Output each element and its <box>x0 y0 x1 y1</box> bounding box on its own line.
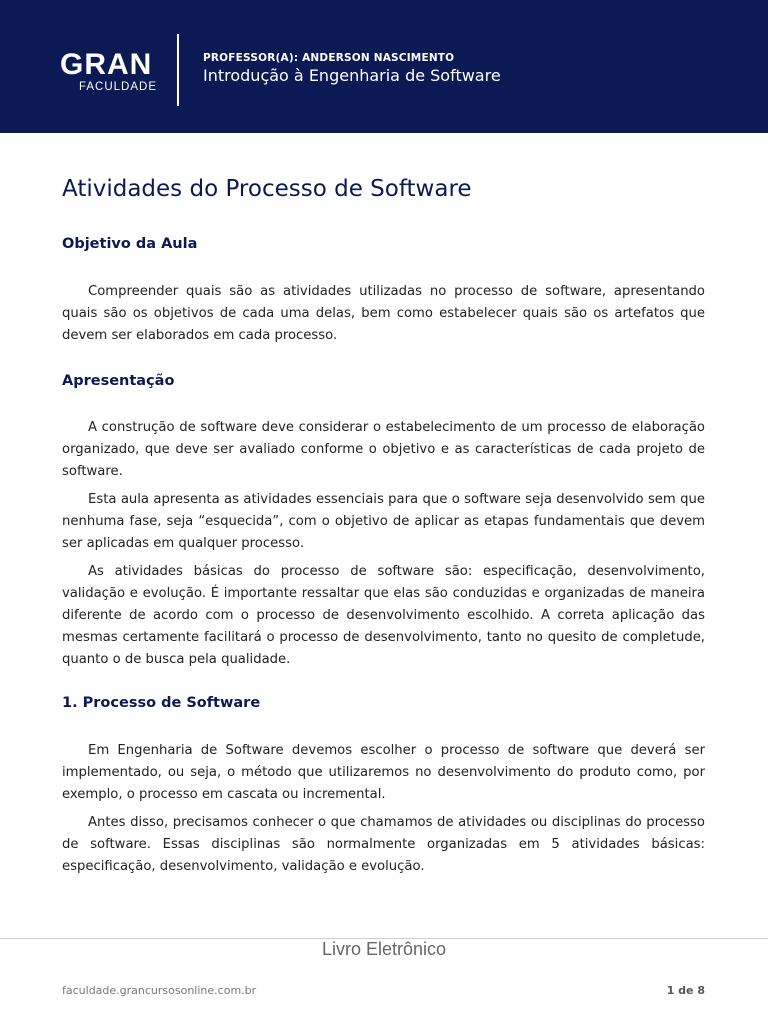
paragraph: Esta aula apresenta as atividades essenciais para que o software seja desenvolvido sem que nenhuma fase, seja “esquecida”, com o objetivo de aplicar as etapas fundamentais que devem ser aplicadas em qualquer processo. <box>62 492 705 551</box>
page-title: Atividades do Processo de Software <box>62 176 472 202</box>
header-divider <box>177 34 179 106</box>
logo-wordmark: GRAN <box>60 48 153 81</box>
professor-name: PROFESSOR(A): ANDERSON NASCIMENTO <box>203 52 455 64</box>
document-header <box>0 0 768 133</box>
course-title: Introdução à Engenharia de Software <box>203 66 501 85</box>
section-heading-objetivo: Objetivo da Aula <box>62 236 198 252</box>
footer-url: faculdade.grancursosonline.com.br <box>62 984 257 997</box>
paragraph: Em Engenharia de Software devemos escolher o processo de software que deverá ser implementado, ou seja, o método que utilizaremos no desenvolvimento do produto como, por exemplo, o processo em cascata ou incremental. <box>62 743 705 802</box>
paragraph: Antes disso, precisamos conhecer o que chamamos de atividades ou disciplinas do processo de software. Essas disciplinas são normalmente organizadas em 5 atividades básicas: especificação, desenvolvimento, validação e evolução. <box>62 815 705 874</box>
paragraph: Compreender quais são as atividades utilizadas no processo de software, apresentando quais são os objetivos de cada uma delas, bem como estabelecer quais são os artefatos que devem ser elaborados em cada processo. <box>62 284 705 343</box>
section-heading-processo-de-software: 1. Processo de Software <box>62 695 261 711</box>
paragraph: As atividades básicas do processo de software são: especificação, desenvolvimento, validação e evolução. É importante ressaltar que elas são conduzidas e organizadas de maneira diferente de acordo com o processo de desenvolvimento escolhido. A correta aplicação das mesmas certamente facilitará o processo de desenvolvimento, tanto no quesito de completude, quanto o de busca pela qualidade. <box>62 564 705 667</box>
gran-faculdade-logo <box>60 50 160 93</box>
logo-subtitle: FACULDADE <box>78 81 157 93</box>
page-number: 1 de 8 <box>666 984 705 997</box>
book-label: Livro Eletrônico <box>321 939 447 959</box>
section-heading-apresentacao: Apresentação <box>62 373 175 389</box>
paragraph: A construção de software deve considerar o estabelecimento de um processo de elaboração organizado, que deve ser avaliado conforme o objetivo e as características de cada projeto de software. <box>62 420 705 479</box>
